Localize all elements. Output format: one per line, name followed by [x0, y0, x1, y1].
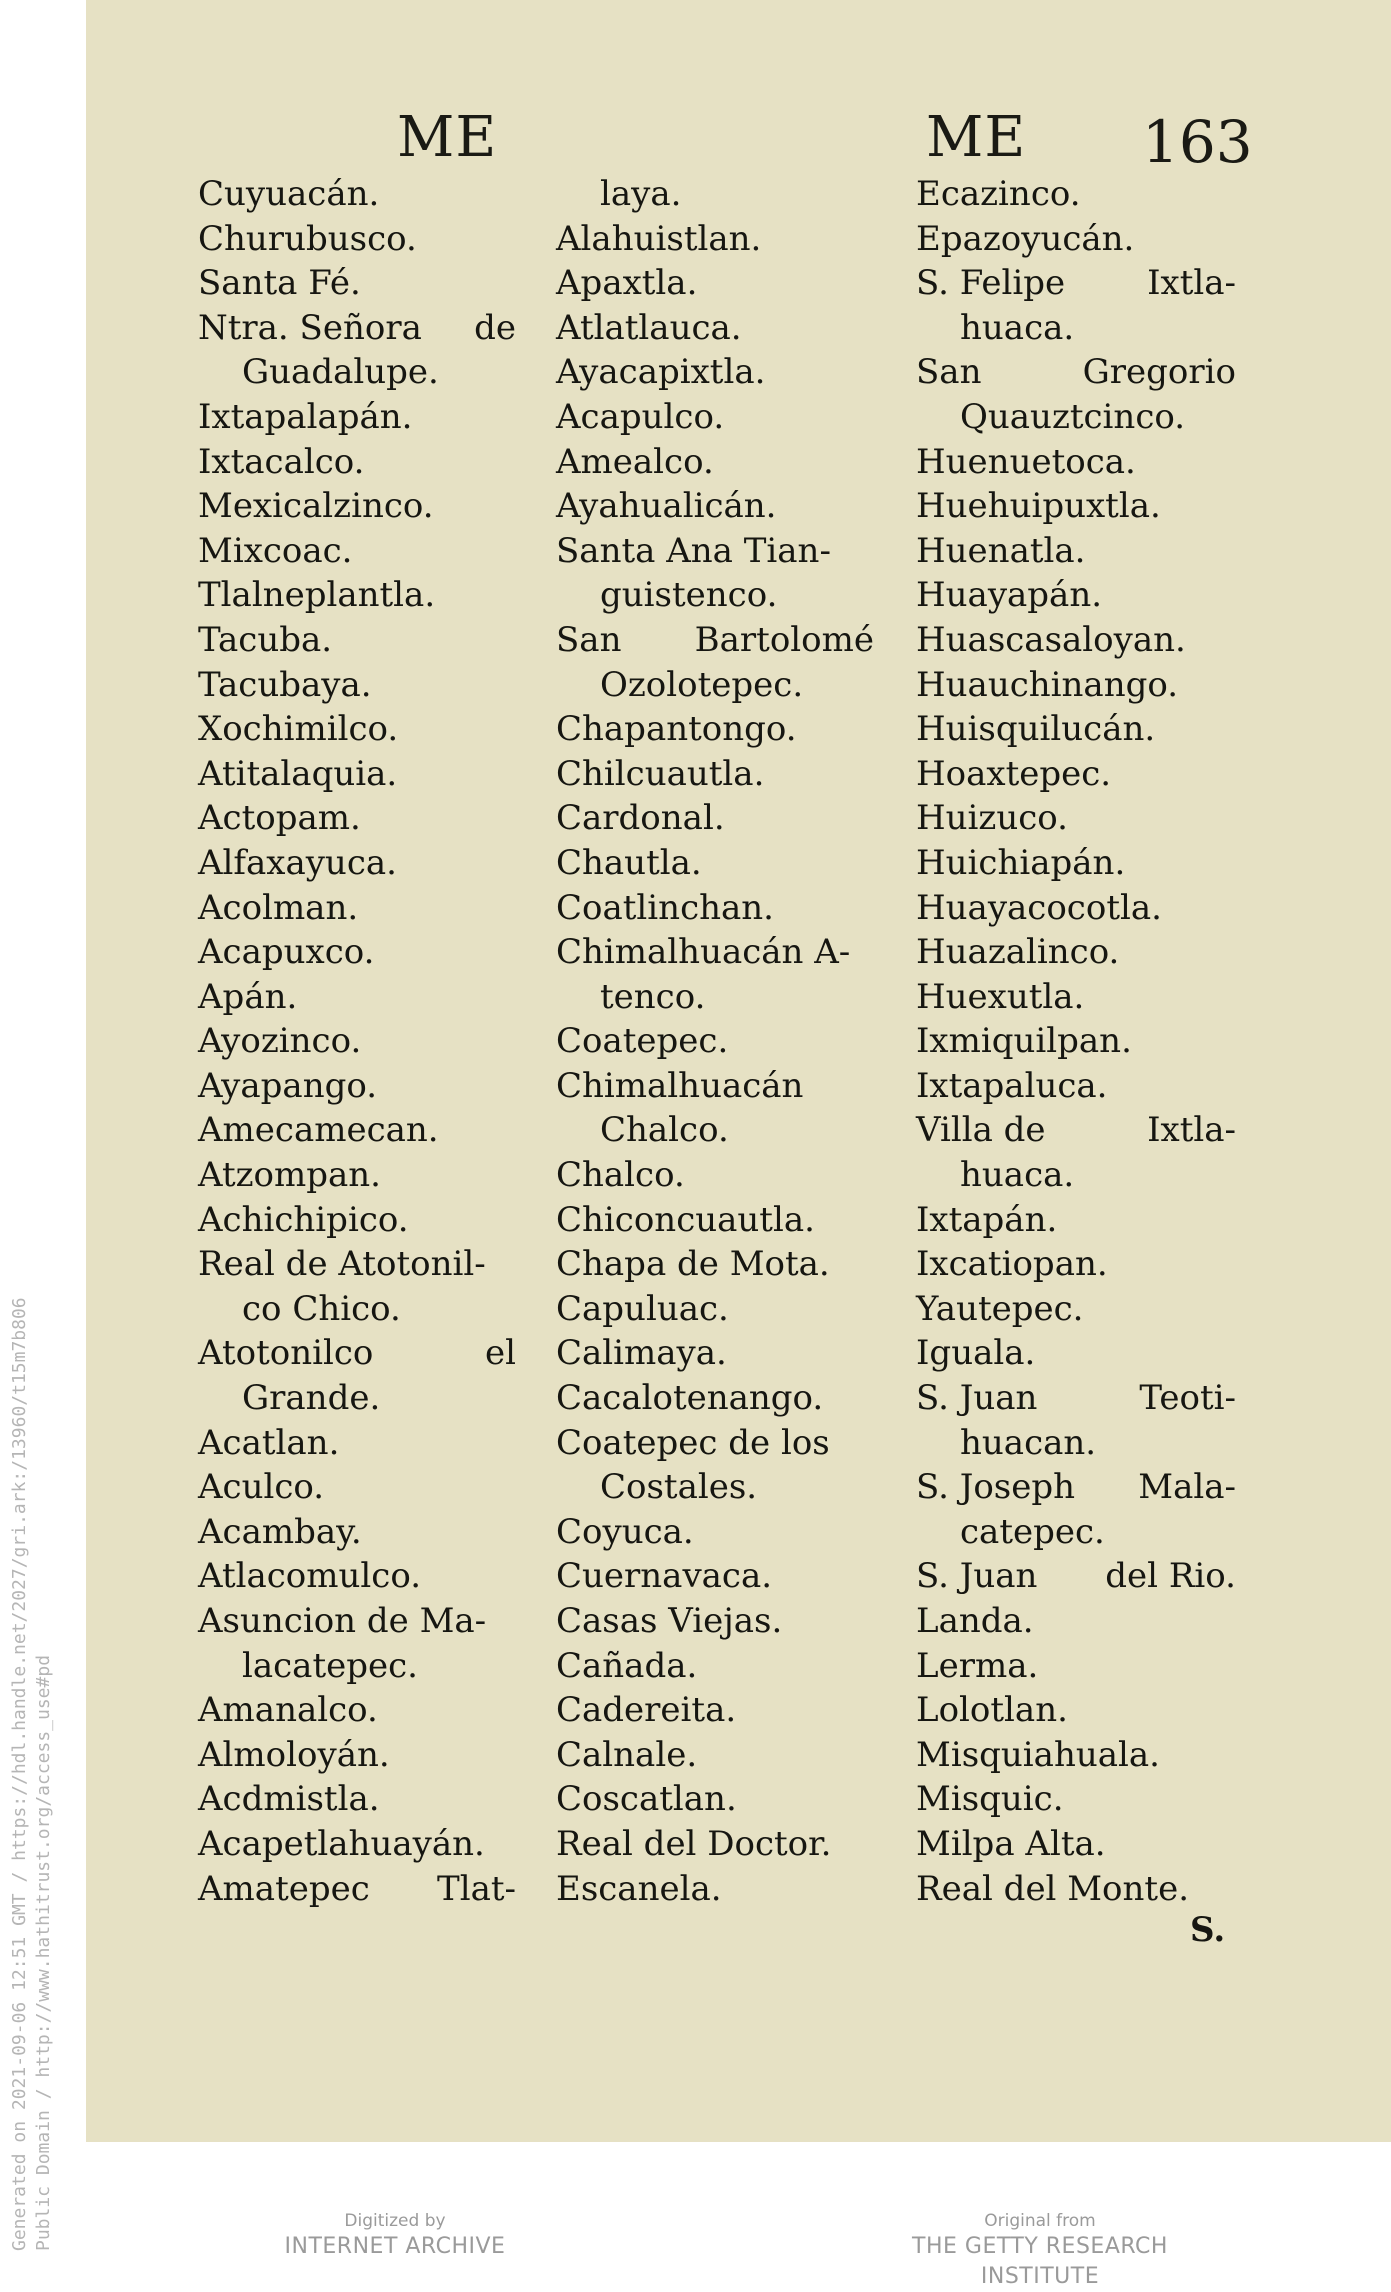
entry-line: Chalco. [556, 1155, 685, 1196]
entry-line: Mixcoac. [198, 530, 353, 571]
entry-line: Apán. [198, 976, 298, 1017]
entry-line: Acatlan. [198, 1422, 340, 1463]
entry-line [916, 350, 1236, 395]
entry-line: Coatepec de los [556, 1422, 830, 1463]
entry-line: Alfaxayuca. [198, 842, 397, 883]
entry-line: Tacubaya. [198, 664, 372, 705]
entry-line: Santa Fé. [198, 263, 361, 304]
entry-word: San [916, 352, 982, 393]
entry-line: Acapetlahuayán. [198, 1823, 485, 1864]
entry-line [916, 1465, 1236, 1510]
entry-line: huaca. [960, 307, 1075, 348]
entry-line: huacan. [960, 1422, 1097, 1463]
entry-line: Chiconcuautla. [556, 1199, 815, 1240]
entry-line: Amanalco. [198, 1690, 378, 1731]
entry-line: Huauchinango. [916, 664, 1179, 705]
entry-line: Escanela. [556, 1868, 722, 1909]
provenance-line-2: Public Domain / http://www.hathitrust.org/access_use#pd [33, 1654, 54, 2251]
entry-word: Bartolomé [694, 619, 874, 660]
entry-line: Amecamecan. [198, 1110, 439, 1151]
entry-line: Guadalupe. [242, 352, 439, 393]
entry-word: San [556, 619, 622, 660]
entry-line: Atzompan. [198, 1155, 381, 1196]
entry-line: Almoloyán. [198, 1734, 390, 1775]
entry-line: laya. [600, 174, 682, 214]
entry-line: Casas Viejas. [556, 1601, 783, 1641]
entry-word: Ixtla- [1147, 263, 1236, 304]
entry-line: Iguala. [916, 1333, 1036, 1374]
entry-line: Cacalotenango. [556, 1378, 824, 1419]
entry-line: Actopam. [198, 798, 361, 839]
entry-line [198, 1867, 516, 1912]
entry-line: Real del Monte. [916, 1868, 1190, 1909]
entry-line: Yautepec. [916, 1288, 1084, 1329]
entry-line: Ayahualicán. [556, 486, 777, 527]
entry-line: Churubusco. [198, 218, 417, 259]
entry-word: S. Felipe [916, 263, 1066, 304]
entry-word: S. Joseph [916, 1467, 1076, 1508]
entry-line [916, 1554, 1236, 1599]
entry-line: Capuluac. [556, 1288, 729, 1329]
entry-line: Cardonal. [556, 798, 725, 839]
entry-word: Amatepec [198, 1868, 370, 1909]
entry-line: Ixtapaluca. [916, 1065, 1108, 1106]
entry-line: Cuyuacán. [198, 174, 380, 214]
entry-line: Acambay. [198, 1511, 362, 1552]
entry-line: Lolotlan. [916, 1690, 1068, 1731]
entry-line: Huascasaloyan. [916, 619, 1186, 660]
entry-line: Ecazinco. [916, 174, 1081, 214]
entry-line: Huichiapán. [916, 842, 1126, 883]
entry-line: Ixmiquilpan. [916, 1021, 1132, 1062]
entry-line: Ixtapán. [916, 1199, 1058, 1240]
entry-line: Huehuipuxtla. [916, 486, 1161, 527]
entry-line: Acolman. [198, 887, 359, 928]
entry-line: Ozolotepec. [600, 664, 804, 705]
entry-word: Villa de [916, 1110, 1046, 1151]
entry-word: S. Juan [916, 1556, 1038, 1597]
entry-word: Mala- [1138, 1467, 1236, 1508]
entry-line [916, 1376, 1236, 1421]
header-left-word: ME [397, 105, 498, 170]
entry-word: Teoti- [1139, 1378, 1236, 1419]
entry-column-1 [198, 172, 528, 1911]
entry-line: Landa. [916, 1601, 1034, 1641]
entry-line: Ayacapixtla. [556, 352, 766, 393]
entry-line: Huayapán. [916, 575, 1103, 616]
entry-line: Xochimilco. [198, 709, 399, 750]
entry-line: Acapuxco. [198, 932, 375, 973]
original-from-label: Original from [984, 2211, 1096, 2231]
entry-line: Acapulco. [556, 396, 725, 437]
entry-line: Amealco. [556, 441, 714, 482]
entry-line: Ixcatiopan. [916, 1244, 1108, 1285]
entry-line: Cañada. [556, 1645, 698, 1686]
entry-line: Cadereita. [556, 1690, 737, 1731]
digitized-by-label: Digitized by [344, 2211, 446, 2231]
entry-line: Calnale. [556, 1734, 698, 1775]
getty-institute-label: THE GETTY RESEARCH INSTITUTE [912, 2234, 1168, 2289]
entry-line: Chalco. [600, 1110, 729, 1151]
entry-word: Tlat- [437, 1868, 516, 1909]
entry-word: Ntra. Señora [198, 307, 422, 348]
entry-line: Huisquilucán. [916, 709, 1156, 750]
entry-line: Chilcuautla. [556, 753, 765, 794]
entry-line: Costales. [600, 1467, 758, 1508]
entry-line: Tacuba. [198, 619, 333, 660]
entry-line: Huexutla. [916, 976, 1085, 1017]
entry-line: Epazoyucán. [916, 218, 1135, 259]
entry-line: Coatepec. [556, 1021, 729, 1062]
entry-word: Gregorio [1082, 352, 1236, 393]
entry-line [198, 1331, 516, 1376]
entry-line [916, 261, 1236, 306]
entry-line: lacatepec. [242, 1645, 418, 1686]
provenance-stamp [8, 1151, 56, 2251]
entry-line: Asuncion de Ma- [198, 1601, 487, 1641]
entry-line: Chimalhuacán [556, 1065, 804, 1106]
entry-line: Hoaxtepec. [916, 753, 1112, 794]
entry-line: Coatlinchan. [556, 887, 774, 928]
entry-line: Aculco. [198, 1467, 325, 1508]
entry-word: Atotonilco [198, 1333, 374, 1374]
original-from-credit [850, 2210, 1230, 2292]
entry-line: Quauztcinco. [960, 396, 1186, 437]
entry-word: el [485, 1333, 516, 1374]
entry-word: del Rio. [1105, 1556, 1236, 1597]
entry-line: Grande. [242, 1378, 381, 1419]
entry-line: Ixtacalco. [198, 441, 365, 482]
entry-line: Apaxtla. [556, 263, 698, 304]
entry-line: guistenco. [600, 575, 778, 616]
entry-line: Mexicalzinco. [198, 486, 434, 527]
entry-line: Real del Doctor. [556, 1823, 832, 1864]
entry-column-3 [916, 172, 1246, 1911]
entry-line: Atlacomulco. [198, 1556, 422, 1597]
entry-line: co Chico. [242, 1288, 401, 1329]
entry-line: huaca. [960, 1155, 1075, 1196]
entry-line: Huizuco. [916, 798, 1068, 839]
entry-line: Achichipico. [198, 1199, 409, 1240]
entry-line [916, 1108, 1236, 1153]
entry-line: Tlalneplantla. [198, 575, 436, 616]
page-number: 163 [1142, 108, 1253, 176]
entry-line: Alahuistlan. [556, 218, 762, 259]
entry-line: Chapantongo. [556, 709, 797, 750]
entry-word: S. Juan [916, 1378, 1038, 1419]
entry-line: Ixtapalapán. [198, 396, 413, 437]
entry-line: Calimaya. [556, 1333, 727, 1374]
digitized-by-credit [230, 2210, 560, 2262]
entry-line: Huazalinco. [916, 932, 1120, 973]
header-right-word: ME [926, 105, 1027, 170]
entry-line [556, 618, 874, 663]
entry-column-2 [556, 172, 901, 1911]
provenance-line-1: Generated on 2021-09-06 12:51 GMT / https://hdl.handle.net/2027/gri.ark:/13960/t15m7b806 [9, 1297, 30, 2251]
entry-line: Real de Atotonil- [198, 1244, 486, 1285]
entry-line: Chautla. [556, 842, 702, 883]
entry-line: tenco. [600, 976, 706, 1017]
entry-word: de [474, 307, 516, 348]
entry-line: Acdmistla. [198, 1779, 380, 1820]
entry-line: Santa Ana Tian- [556, 530, 831, 571]
entry-line [198, 306, 516, 351]
entry-line: Lerma. [916, 1645, 1039, 1686]
entry-line: Misquic. [916, 1779, 1064, 1820]
entry-line: Cuernavaca. [556, 1556, 773, 1597]
entry-line: catepec. [960, 1511, 1105, 1552]
entry-line: Ayapango. [198, 1065, 378, 1106]
entry-line: Huenatla. [916, 530, 1086, 571]
catchword: S. [1190, 1910, 1226, 1950]
entry-line: Chimalhuacán A- [556, 932, 851, 973]
entry-line: Atitalaquia. [198, 753, 398, 794]
entry-line: Ayozinco. [198, 1021, 362, 1062]
entry-line: Misquiahuala. [916, 1734, 1160, 1775]
entry-line: Chapa de Mota. [556, 1244, 830, 1285]
entry-line: Milpa Alta. [916, 1823, 1106, 1864]
entry-line: Huenuetoca. [916, 441, 1136, 482]
entry-word: Ixtla- [1147, 1110, 1236, 1151]
entry-line: Coyuca. [556, 1511, 694, 1552]
entry-line: Coscatlan. [556, 1779, 737, 1820]
entry-line: Huayacocotla. [916, 887, 1162, 928]
internet-archive-label: INTERNET ARCHIVE [284, 2234, 506, 2259]
entry-line: Atlatlauca. [556, 307, 742, 348]
